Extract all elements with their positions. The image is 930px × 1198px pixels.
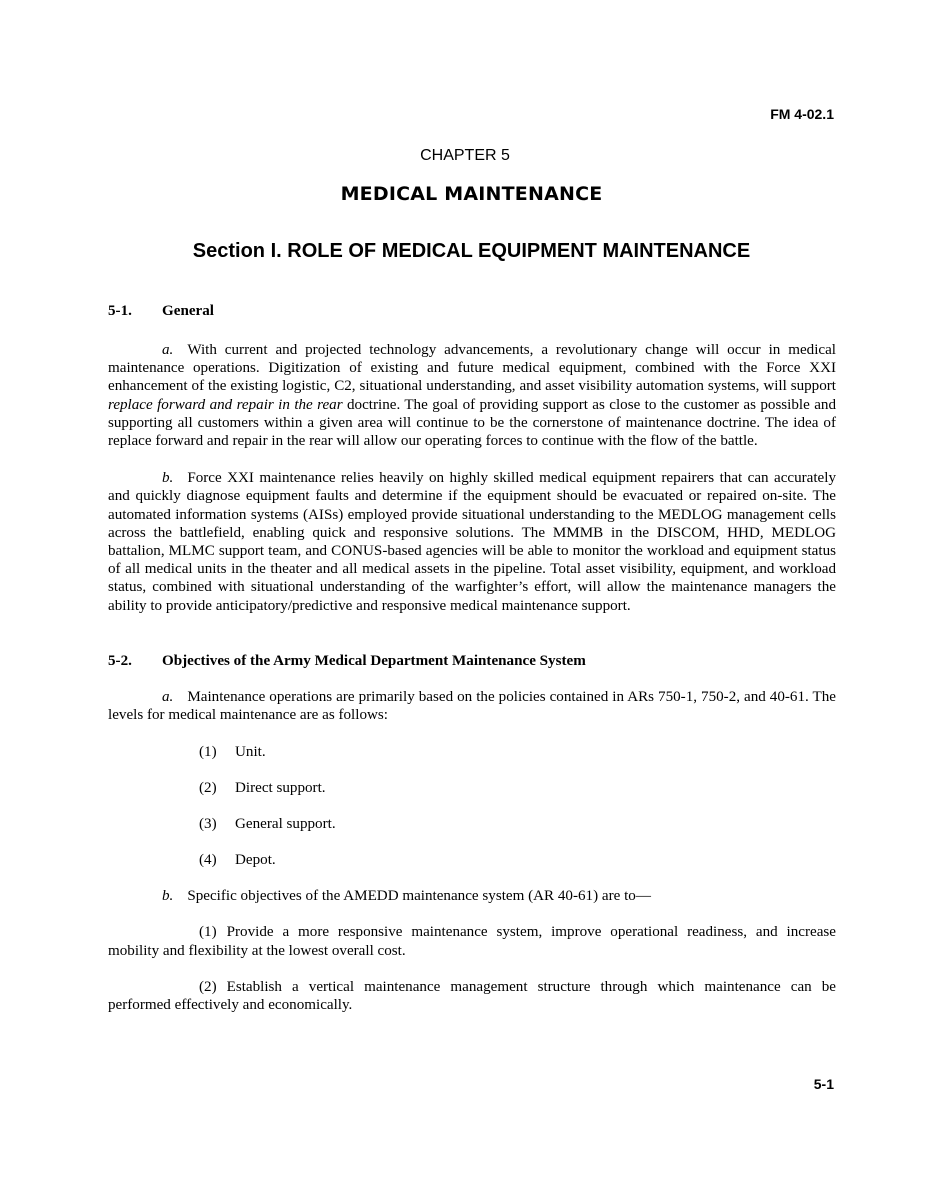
- paragraph-heading-5-2: [108, 652, 836, 671]
- section-title: Section I. ROLE OF MEDICAL EQUIPMENT MAINTENANCE: [192, 240, 751, 262]
- list-item: (2) Direct support.: [199, 780, 326, 797]
- paragraph-heading-5-1: [108, 302, 836, 321]
- chapter-label: CHAPTER 5: [420, 147, 510, 164]
- heading-number: 5-1.: [108, 303, 132, 319]
- heading-title: Objectives of the Army Medical Department Maintenance System: [162, 652, 586, 669]
- paragraph-text: With current and projected technology advancements, a revolutionary change will occur in medical maintenance operations. Digitization of existing and future medical equipment, combined with the Force XXI enhancement of the existing logistic, C2, situational understanding, and asset visibility automation systems, will support: [108, 342, 836, 395]
- paragraph-text: Maintenance operations are primarily based on the policies contained in ARs 750-1, 750-2, and 40-61. The levels for medical maintenance are as follows:: [108, 688, 836, 724]
- subparagraph-letter: b.: [162, 470, 174, 487]
- paragraph-text: Force XXI maintenance relies heavily on highly skilled medical equipment repairers that can accurately and quickly diagnose equipment faults and determine if the equipment should be evacuated or repaired on-site. The automated information systems (AISs) employed provide situational understanding to the MEDLOG management cells across the battlefield, enabling quick and responsive solutions. The MMMB in the DISCOM, HHD, MEDLOG battalion, MLMC support team, and CONUS-based agencies will be able to monitor the workload and equipment status of all medical units in the theater and all medical assets in the pipeline. Total asset visibility, equipment, and workload status, combined with situational understanding of the warfighter’s effort, will allow the maintenance managers the ability to provide anticipatory/predictive and responsive medical maintenance support.: [108, 470, 836, 614]
- paragraph-5-1-a: [108, 341, 836, 450]
- objective-item: (1) Provide a more responsive maintenance system, improve operational readiness, and increase mobility and flexibility at the lowest overall cost.: [108, 924, 836, 959]
- publication-code: FM 4-02.1: [770, 106, 834, 122]
- paragraph-5-1-b: [108, 469, 836, 615]
- paragraph-text: Specific objectives of the AMEDD maintenance system (AR 40-61) are to—: [187, 888, 651, 905]
- paragraph-5-2-a: [108, 688, 836, 724]
- emphasis-text: replace forward and repair in the rear: [108, 396, 343, 413]
- list-item: (3) General support.: [199, 816, 336, 833]
- heading-number: 5-2.: [108, 652, 132, 669]
- subparagraph-letter: b.: [162, 888, 174, 905]
- paragraph-text: doctrine. The goal of providing support as close to the customer as possible and supporting all customers within a given area will continue to be the cornerstone of maintenance doctrine. The idea of replace forward and repair in the rear will allow our operating forces to continue with the flow of the battle.: [108, 396, 837, 450]
- paragraph-5-2-b: [108, 887, 836, 905]
- list-item: (4) Depot.: [199, 852, 276, 869]
- list-item: (1) Unit.: [199, 744, 266, 761]
- subparagraph-letter: a.: [162, 688, 174, 705]
- page-number: 5-1: [813, 1076, 834, 1092]
- objective-item: (2) Establish a vertical maintenance management structure through which maintenance can be performed effectively and economically.: [108, 978, 836, 1014]
- subparagraph-letter: a.: [162, 342, 174, 358]
- chapter-title: MEDICAL MAINTENANCE: [340, 183, 603, 205]
- document-body: [108, 302, 836, 1014]
- heading-title: General: [162, 303, 214, 319]
